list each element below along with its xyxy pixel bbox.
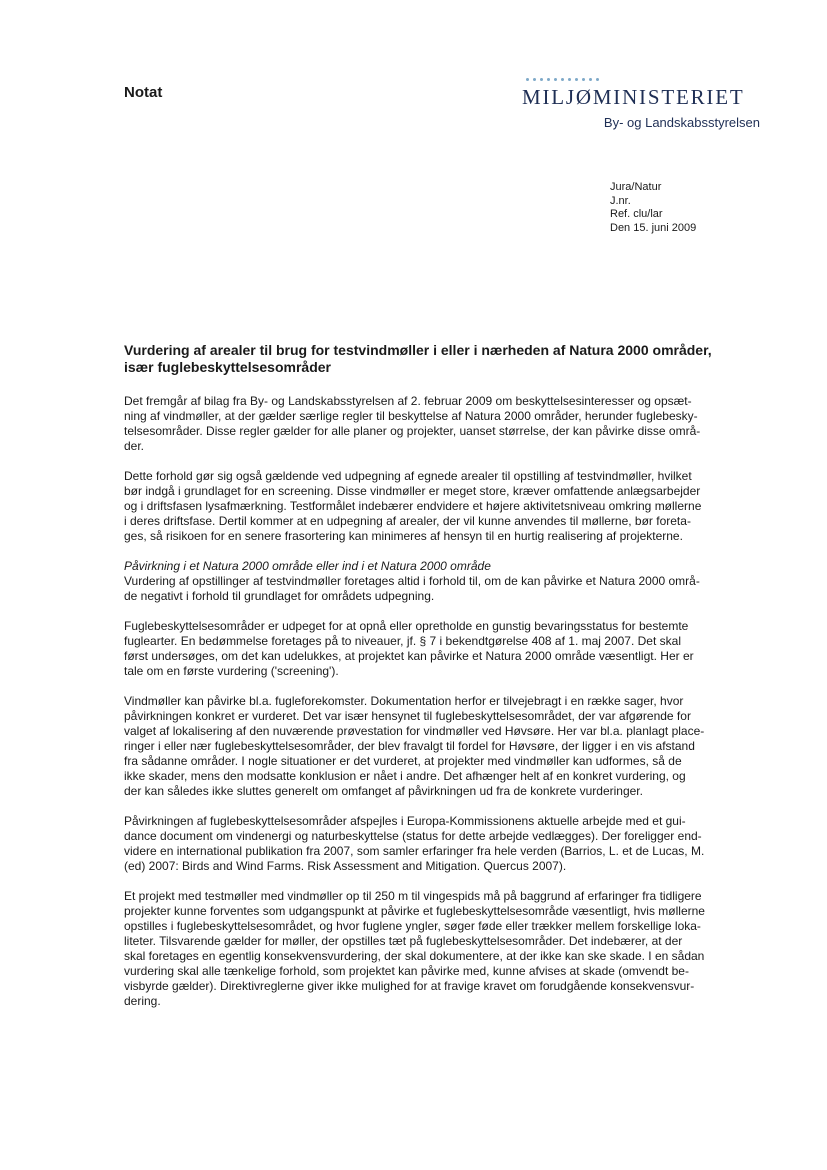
- text-line: dance document om vindenergi og naturbeskyttelse (status for dette arbejde vedlægges). Der foreligger end-: [124, 829, 702, 843]
- paragraph: [124, 889, 764, 1009]
- text-line: vurdering skal alle tænkelige forhold, som projektet kan påvirke med, kunne afvises at skade (omvendt be-: [124, 964, 689, 978]
- text-line: Fuglebeskyttelsesområder er udpeget for at opnå eller opretholde en gunstig bevaringsstatus for bestemte: [124, 619, 689, 633]
- paragraph: [124, 469, 764, 544]
- text-line: ning af vindmøller, at der gælder særlige regler til beskyttelse af Natura 2000 områder, herunder fuglebesky-: [124, 409, 698, 423]
- paragraph: [124, 694, 764, 799]
- date-line: Den 15. juni 2009: [610, 221, 697, 234]
- text-line: der kan således ikke sluttes generelt om omfanget af påvirkningen ud fra de konkrete vurderinger.: [124, 784, 643, 798]
- text-line: fra sådanne områder. I nogle situationer er det vurderet, at projekter med vindmøller kan udformes, så de: [124, 754, 682, 768]
- paragraph: [124, 394, 764, 454]
- document-body: [124, 394, 764, 1024]
- department-line: Jura/Natur: [610, 181, 662, 193]
- title-line: Vurdering af arealer til brug for testvindmøller i eller i nærheden af Natura 2000 områder,: [124, 342, 712, 358]
- text-line: først undersøges, om det kan udelukkes, at projektet kan påvirke et Natura 2000 område væsentligt. Her er: [124, 649, 694, 663]
- text-line: der.: [124, 439, 145, 453]
- ministry-name: MILJØMINISTERIET: [522, 85, 745, 109]
- journal-number-line: J.nr.: [610, 194, 631, 207]
- text-line: tale om en første vurdering ('screening').: [124, 664, 339, 678]
- text-line: projekter kunne forventes som udgangspunkt at påvirke et fuglebeskyttelsesområde væsentligt, hvis møllerne: [124, 904, 705, 918]
- text-line: visbyrde gælder). Direktivreglerne giver ikke mulighed for at fravige kravet om forudgående konsekvensvur-: [124, 979, 695, 993]
- text-line: Vurdering af opstillinger af testvindmøller foretages altid i forhold til, om de kan påvirke et Natura 2000 områ-: [124, 574, 700, 588]
- text-line: og i driftsfasen lysafmærkning. Testformålet indebærer endvidere et højere aktivitetsniveau omkring møllerne: [124, 499, 702, 513]
- text-line: valget af lokalisering af den nuværende prøvestation for vindmøller ved Høvsøre. Her var bl.a. planlagt place-: [124, 724, 705, 738]
- ministry-logo: [522, 78, 762, 130]
- text-line: videre en international publikation fra 2007, som samler erfaringer fra hele verden (Barrios, L. et de Lucas, M.: [124, 844, 705, 858]
- text-line: bør indgå i grundlaget for en screening. Disse vindmøller er meget store, kræver omfattende anlægsarbejder: [124, 484, 701, 498]
- document-type-label: Notat: [124, 84, 163, 101]
- text-line: Et projekt med testmøller med vindmøller op til 250 m til vingespids må på baggrund af erfaringer fra tidligere: [124, 889, 702, 903]
- text-line: Dette forhold gør sig også gældende ved udpegning af egnede arealer til opstilling af testvindmøller, hvilket: [124, 469, 692, 483]
- text-line: opstilles i fuglebeskyttelsesområdet, og hvor fuglene yngler, søger føde eller trækker mellem forskellige loka-: [124, 919, 701, 933]
- text-line: telsesområder. Disse regler gælder for alle planer og projekter, uanset størrelse, der kan påvirke disse områ-: [124, 424, 701, 438]
- paragraph: [124, 814, 764, 874]
- paragraph: [124, 619, 764, 679]
- text-line: i deres driftsfase. Dertil kommer at en udpegning af arealer, der vil kunne anvendes til møllerne, bør foreta-: [124, 514, 691, 528]
- text-line: påvirkningen konkret er vurderet. Det var især hensynet til fuglebeskyttelsesområdet, der var afgørende for: [124, 709, 691, 723]
- text-line: ges, så risikoen for en senere frasortering kan minimeres af hensyn til en hurtig realisering af projekterne.: [124, 529, 683, 543]
- text-line: skal foretages en egentlig konsekvensvurdering, der skal dokumentere, at der ikke kan ske skade. I en sådan: [124, 949, 705, 963]
- text-line: ringer i eller nær fuglebeskyttelsesområder, der blev fravalgt til fordel for Høvsøre, der ligger i en vis afstand: [124, 739, 695, 753]
- logo-dots-decoration: [526, 78, 762, 82]
- text-line: Påvirkningen af fuglebeskyttelsesområder afspejles i Europa-Kommissionens aktuelle arbejde med et gui-: [124, 814, 686, 828]
- text-line: dering.: [124, 994, 161, 1008]
- text-line: ikke skader, mens den modsatte konklusion er nået i andre. Det afhænger helt af en konkret vurdering, og: [124, 769, 686, 783]
- document-title: [124, 342, 764, 376]
- reference-block: [610, 181, 696, 235]
- agency-name: By- og Landskabsstyrelsen: [603, 115, 760, 130]
- text-line: de negativt i forhold til grundlaget for områdets udpegning.: [124, 589, 435, 603]
- text-line: Det fremgår af bilag fra By- og Landskabsstyrelsen af 2. februar 2009 om beskyttelsesinteresser og opsæt-: [124, 394, 692, 408]
- reference-line: Ref. clu/lar: [610, 208, 663, 220]
- text-line: fuglearter. En bedømmelse foretages på to niveauer, jf. § 7 i bekendtgørelse 408 af 1. maj 2007. Det skal: [124, 634, 681, 648]
- text-line: (ed) 2007: Birds and Wind Farms. Risk Assessment and Mitigation. Quercus 2007).: [124, 859, 567, 873]
- text-line: Vindmøller kan påvirke bl.a. fugleforekomster. Dokumentation herfor er tilvejebragt i en række sager, hvor: [124, 694, 684, 708]
- section-subheading: Påvirkning i et Natura 2000 område eller ind i et Natura 2000 område: [124, 559, 491, 573]
- text-line: liteter. Tilsvarende gælder for møller, der opstilles tæt på fuglebeskyttelsesområder. Det indebærer, at der: [124, 934, 683, 948]
- paragraph: [124, 559, 764, 604]
- title-line: især fuglebeskyttelsesområder: [124, 359, 331, 375]
